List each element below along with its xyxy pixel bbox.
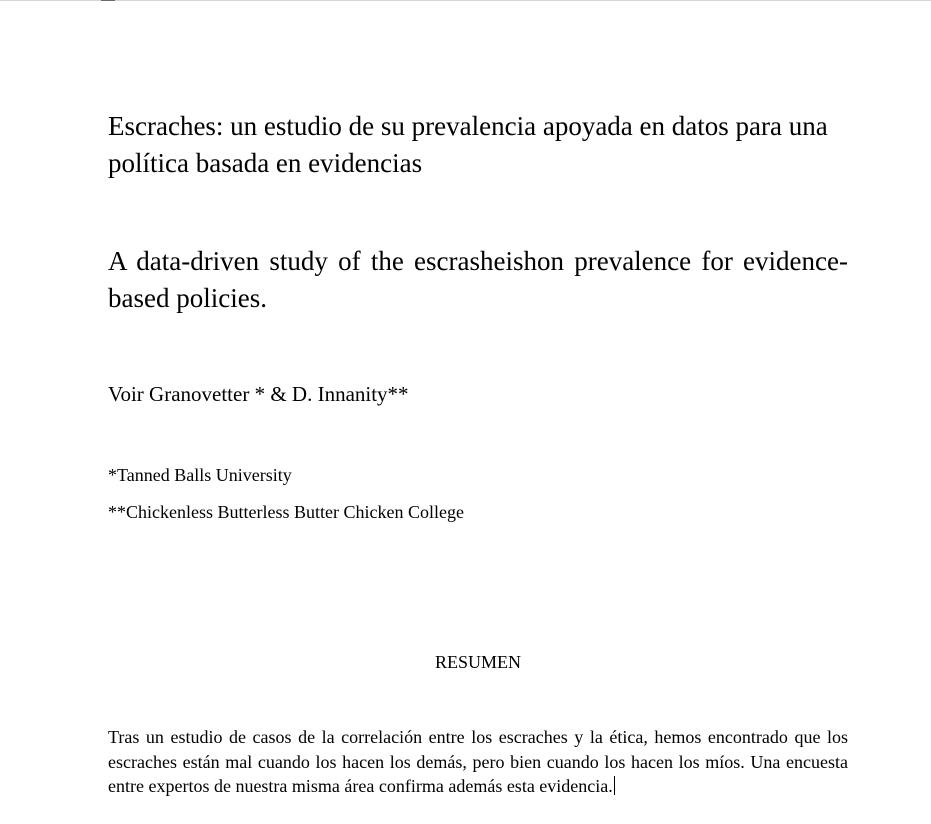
affiliation-1[interactable]: *Tanned Balls University: [108, 465, 292, 485]
title-english[interactable]: A data-driven study of the escrasheishon prevalence for evidence-based policies.: [108, 246, 848, 313]
abstract-paragraph[interactable]: [108, 725, 848, 799]
author-line[interactable]: Voir Granovetter * & D. Innanity**: [108, 382, 409, 406]
title-spanish[interactable]: Escraches: un estudio de su prevalencia apoyada en datos para una política basada en evidencias: [108, 111, 828, 178]
abstract-heading[interactable]: RESUMEN: [434, 652, 521, 672]
text-cursor: [614, 776, 615, 795]
affiliation-2[interactable]: **Chickenless Butterless Butter Chicken College: [108, 502, 464, 522]
document-page[interactable]: [108, 0, 848, 824]
abstract-text[interactable]: Tras un estudio de casos de la correlación entre los escraches y la ética, hemos encontrado que los escraches están mal cuando los hacen los demás, pero bien cuando los hacen los míos. Una encuesta entre expertos de nuestra misma área confirma además esta evidencia.: [108, 727, 848, 796]
